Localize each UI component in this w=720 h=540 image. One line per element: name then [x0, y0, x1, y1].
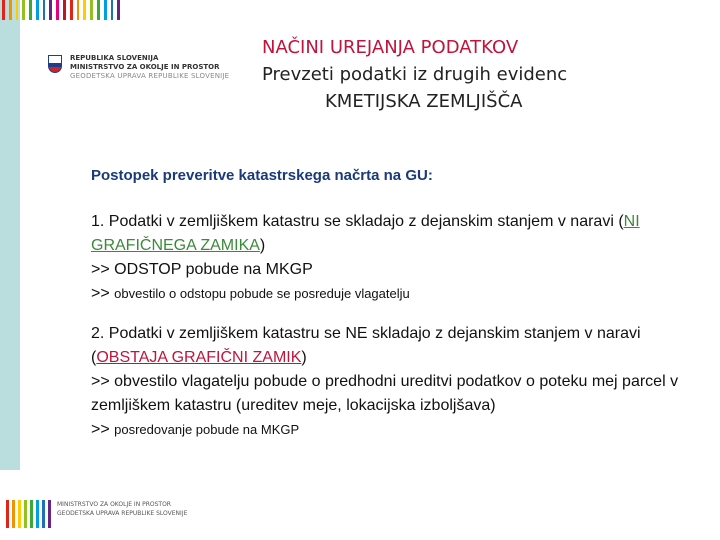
- stripe: [63, 0, 66, 20]
- mini-stripe: [18, 500, 21, 528]
- logo-line-1: REPUBLIKA SLOVENIJA: [70, 54, 159, 62]
- stripe: [22, 0, 25, 20]
- stripe: [2, 0, 5, 20]
- stripe: [104, 0, 107, 20]
- footer-logo: [6, 500, 187, 528]
- stripe: [90, 0, 93, 20]
- logo-line-3: GEODETSKA UPRAVA REPUBLIKE SLOVENIJE: [70, 72, 230, 80]
- side-accent-bar: [0, 0, 20, 470]
- case-2: [91, 322, 691, 442]
- coat-of-arms-icon: [48, 55, 62, 73]
- case-1-action: >> ODSTOP pobude na MKGP: [91, 261, 313, 278]
- mini-stripe: [36, 500, 39, 528]
- footer-stripes-decoration: [6, 500, 51, 528]
- case-1-highlight: NI GRAFIČNEGA ZAMIKA: [91, 213, 640, 254]
- mini-stripe: [24, 500, 27, 528]
- stripe: [97, 0, 100, 20]
- stripe: [117, 0, 120, 20]
- case-2-note: >> posredovanje pobude na MKGP: [91, 421, 300, 438]
- stripe: [29, 0, 32, 20]
- footer-line-1: MINISTRSTVO ZA OKOLJE IN PROSTOR: [57, 501, 171, 508]
- mini-stripe: [12, 500, 15, 528]
- stripe: [36, 0, 39, 20]
- stripe: [70, 0, 73, 20]
- title-line-2: Prevzeti podatki iz drugih evidenc: [262, 64, 568, 85]
- slide-content: [91, 164, 691, 458]
- stripe: [16, 0, 19, 20]
- mini-stripe: [30, 500, 33, 528]
- ministry-logo: [48, 54, 229, 81]
- color-stripes-decoration: [0, 0, 120, 20]
- footer-line-2: GEODETSKA UPRAVA REPUBLIKE SLOVENIJE: [57, 510, 188, 517]
- case-1: [91, 210, 691, 306]
- mini-stripe: [48, 500, 51, 528]
- mini-stripe: [42, 500, 45, 528]
- stripe: [49, 0, 52, 20]
- case-2-action: >> obvestilo vlagatelju pobude o predhodni ureditvi podatkov o poteku mej parcel v zemljiškem katastru (ureditev meje, lokacijska izboljšava): [91, 373, 679, 414]
- stripe: [83, 0, 86, 20]
- case-1-text: 1. Podatki v zemljiškem katastru se skladajo z dejanskim stanjem v naravi (NI GRAFIČNEGA ZAMIKA): [91, 213, 640, 254]
- stripe: [43, 0, 46, 20]
- case-2-highlight: OBSTAJA GRAFIČNI ZAMIK: [96, 349, 302, 366]
- stripe: [111, 0, 114, 20]
- title-line-3: KMETIJSKA ZEMLJIŠČA: [325, 91, 523, 112]
- title-line-1: NAČINI UREJANJA PODATKOV: [262, 37, 519, 58]
- stripe: [56, 0, 59, 20]
- case-1-note: >> obvestilo o odstopu pobude se posreduje vlagatelju: [91, 285, 410, 302]
- procedure-heading: Postopek preveritve katastrskega načrta na GU:: [91, 167, 433, 184]
- stripe: [9, 0, 12, 20]
- stripe: [77, 0, 80, 20]
- case-2-text: 2. Podatki v zemljiškem katastru se NE skladajo z dejanskim stanjem v naravi (OBSTAJA GRAFIČNI ZAMIK): [91, 325, 641, 366]
- slide-title: [262, 34, 682, 115]
- logo-line-2: MINISTRSTVO ZA OKOLJE IN PROSTOR: [70, 63, 220, 71]
- mini-stripe: [6, 500, 9, 528]
